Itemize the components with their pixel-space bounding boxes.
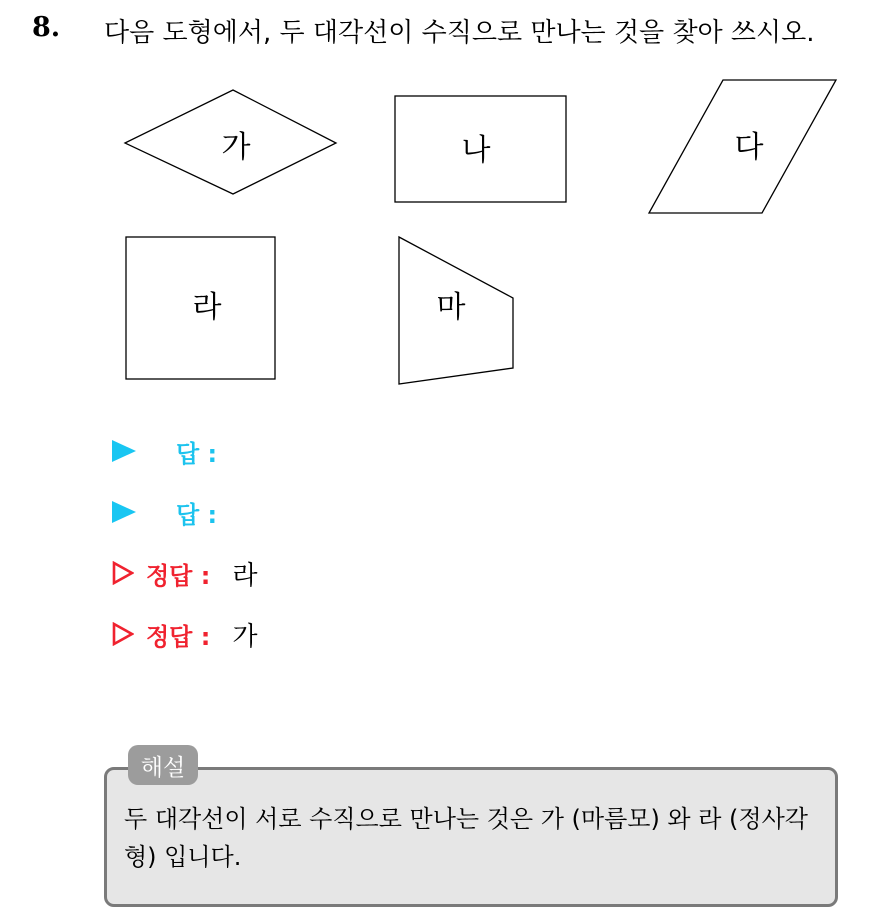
- answer-row-1: [112, 433, 217, 469]
- question-text: 다음 도형에서, 두 대각선이 수직으로 만나는 것을 찾아 쓰시오.: [104, 18, 815, 48]
- figure-label-da: 다: [734, 130, 764, 165]
- explanation-tab: 해설: [128, 745, 198, 785]
- correct-answer-row-1: [112, 555, 257, 591]
- answer-row-2: [112, 494, 217, 530]
- correct-answer-label: 정답 :: [146, 561, 211, 590]
- question-number: 8.: [32, 12, 61, 43]
- explanation-text: 두 대각선이 서로 수직으로 만나는 것은 가 (마름모) 와 라 (정사각형) 입니다.: [124, 805, 808, 871]
- play-triangle-icon: [112, 501, 136, 523]
- answer-label: 답 :: [176, 500, 218, 529]
- figure-label-ma: 마: [436, 290, 466, 325]
- outline-triangle-icon: [112, 622, 134, 646]
- figure-label-na: 나: [461, 133, 491, 168]
- figure-label-ga: 가: [221, 130, 251, 165]
- correct-answer-value: 가: [232, 621, 258, 652]
- figures-area: [0, 0, 884, 420]
- outline-triangle-icon: [112, 561, 134, 585]
- correct-answer-row-2: [112, 616, 257, 652]
- correct-answer-label: 정답 :: [146, 622, 211, 651]
- answer-label: 답 :: [176, 439, 218, 468]
- correct-answer-value: 라: [232, 560, 258, 591]
- figure-label-ra: 라: [192, 290, 222, 325]
- play-triangle-icon: [112, 440, 136, 462]
